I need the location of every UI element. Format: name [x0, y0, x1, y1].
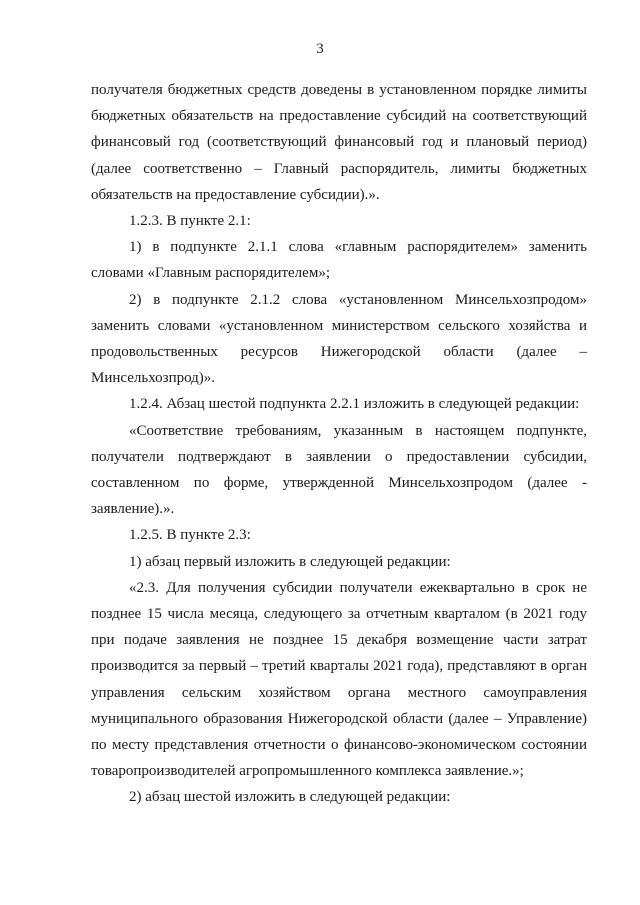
page-number: 3: [316, 41, 324, 57]
paragraph: 1.2.3. В пункте 2.1:: [129, 213, 251, 230]
paragraph: «Соответствие требованиям, указанным в настоящем подпункте, получатели подтверждают в заявлении о предоставлении субсидии, составленном по форме, утвержденной Минсельхозпродом (далее - заявление).».: [91, 422, 587, 518]
paragraph: 1) в подпункте 2.1.1 слова «главным распорядителем» заменить словами «Главным распорядителем»;: [91, 239, 587, 282]
paragraph: 1.2.4. Абзац шестой подпункта 2.2.1 изложить в следующей редакции:: [129, 396, 580, 413]
paragraph: «2.3. Для получения субсидии получатели ежеквартально в срок не позднее 15 числа месяца, следующего за отчетным кварталом (в 2021 году при подаче заявления не позднее 15 декабря возмещение части затрат производится за первый – третий кварталы 2021 года), представляют в орган управления сельским хозяйством органа местного самоуправления муниципального образования Нижегородской области (далее – Управление) по месту представления отчетности о финансово-экономическом состоянии товаропроизводителей агропромышленного комплекса заявление.»;: [91, 579, 587, 780]
paragraph: 2) абзац шестой изложить в следующей редакции:: [129, 789, 451, 806]
paragraph: 1) абзац первый изложить в следующей редакции:: [129, 553, 451, 570]
paragraph: 1.2.5. В пункте 2.3:: [129, 527, 251, 544]
document-body: [91, 77, 587, 811]
paragraph: 2) в подпункте 2.1.2 слова «установленном Минсельхозпродом» заменить словами «установленном министерством сельского хозяйства и продовольственных ресурсов Нижегородской области (далее – Минсельхозпрод)».: [91, 291, 587, 387]
paragraph: получателя бюджетных средств доведены в установленном порядке лимиты бюджетных обязательств на предоставление субсидий на соответствующий финансовый год (соответствующий финансовый год и плановый период) (далее соответственно – Главный распорядитель, лимиты бюджетных обязательств на предоставление субсидии).».: [91, 82, 587, 203]
